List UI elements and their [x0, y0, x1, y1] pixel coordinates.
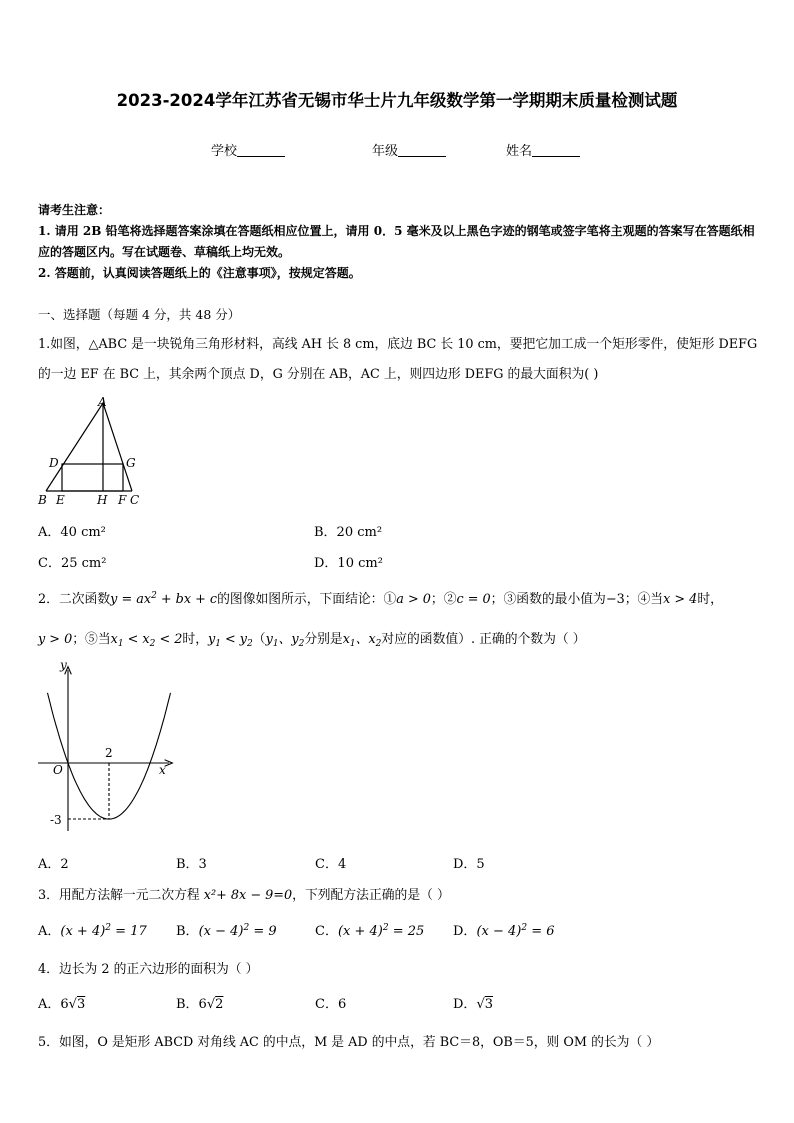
q1-line1: 1.如图，△ABC 是一块锐角三角形材料，高线 AH 长 8 cm，底边 BC 长 10 cm，要把它加工成一个矩形零件，使矩形 DEFG: [38, 337, 758, 352]
notice-heading: 请考生注意：: [38, 203, 111, 217]
label-g: G: [126, 456, 136, 470]
q2-function: $y = ax^2$ + bx + c: [110, 591, 218, 607]
q2-line1: 2．二次函数$y = ax^2$ + bx + c的图像如图所示，下面结论：①a > 0；②c = 0；③函数的最小值为−3；④当x > 4时，: [38, 591, 723, 607]
q2-option-a: A．2: [38, 857, 69, 872]
grade-field: [372, 140, 446, 159]
q2-option-d: D．5: [453, 857, 485, 872]
label-x: x: [159, 763, 166, 777]
label-two: 2: [105, 746, 113, 760]
rectangle-defg: [62, 464, 123, 491]
notice-item-2: 2. 答题前，认真阅读答题纸上的《注意事项》，按规定答题。: [38, 266, 361, 280]
page-title: 2023-2024学年江苏省无锡市华士片九年级数学第一学期期末质量检测试题: [116, 91, 678, 110]
school-field: [211, 140, 285, 159]
label-a: A: [98, 395, 107, 409]
label-minus-three: -3: [50, 813, 62, 827]
label-y: y: [60, 658, 67, 672]
q4-option-a: A．6√3: [38, 997, 86, 1012]
q3-option-d: D．$(x - 4)^2 = 6$: [453, 923, 555, 939]
name-label: 姓名: [506, 144, 533, 159]
name-field: [506, 140, 580, 159]
label-d: D: [49, 456, 59, 470]
q1-option-b: B．20 cm²: [314, 525, 383, 540]
name-blank: [532, 144, 580, 157]
q3-option-c: C．$(x + 4)^2 = 25$: [315, 923, 425, 939]
q2-line2: y > 0；⑤当$x_1 < x_2 < 2$时，$y_1 < y_2(y_1$、$y_2$分别是$x_1$、$x_2$对应的函数值）. 正确的个数为（ ）: [38, 632, 586, 649]
q2-option-c: C．4: [315, 857, 347, 872]
q3-stem: 3．用配方法解一元二次方程 x²+ 8x − 9=0，下列配方法正确的是（ ）: [38, 888, 450, 903]
label-c: C: [130, 493, 140, 507]
q3-option-a: A．$(x + 4)^2 = 17$: [38, 923, 147, 939]
label-f: F: [118, 493, 127, 507]
label-e: E: [56, 493, 65, 507]
q4-option-d: D．√3: [453, 997, 494, 1012]
q3-option-b: B．$(x - 4)^2 = 9$: [176, 923, 277, 939]
q2-option-b: B．3: [176, 857, 207, 872]
q5-stem: 5．如图，O 是矩形 ABCD 对角线 AC 的中点，M 是 AD 的中点，若 BC＝8，OB＝5，则 OM 的长为（ ）: [38, 1035, 660, 1050]
q1-line2: 的一边 EF 在 BC 上，其余两个顶点 D，G 分别在 AB，AC 上，则四边形 DEFG 的最大面积为( ): [38, 367, 599, 382]
section-heading: 一、选择题（每题 4 分，共 48 分）: [38, 307, 241, 322]
triangle-abc: [46, 403, 132, 491]
triangle-figure: [34, 393, 149, 511]
label-h: H: [97, 493, 108, 507]
q4-option-b: B．6√2: [176, 997, 224, 1012]
q4-option-c: C．6: [315, 997, 347, 1012]
school-blank: [237, 144, 285, 157]
notice-item-1: 1. 请用 2B 铅笔将选择题答案涂填在答题纸相应位置上，请用 0．5 毫米及以上黑色字迹的钢笔或签字笔将主观题的答案写在答题纸相应的答题区内。写在试题卷、草稿纸上均无效。: [38, 224, 755, 259]
label-origin: O: [53, 763, 63, 777]
q1-option-d: D．10 cm²: [314, 556, 383, 571]
grade-label: 年级: [372, 144, 399, 159]
q4-stem: 4．边长为 2 的正六边形的面积为（ ）: [38, 962, 259, 977]
label-b: B: [38, 493, 47, 507]
parabola-figure: [36, 656, 186, 834]
grade-blank: [398, 144, 446, 157]
q1-option-c: C．25 cm²: [38, 556, 107, 571]
school-label: 学校: [211, 144, 238, 159]
q1-option-a: A．40 cm²: [38, 525, 106, 540]
